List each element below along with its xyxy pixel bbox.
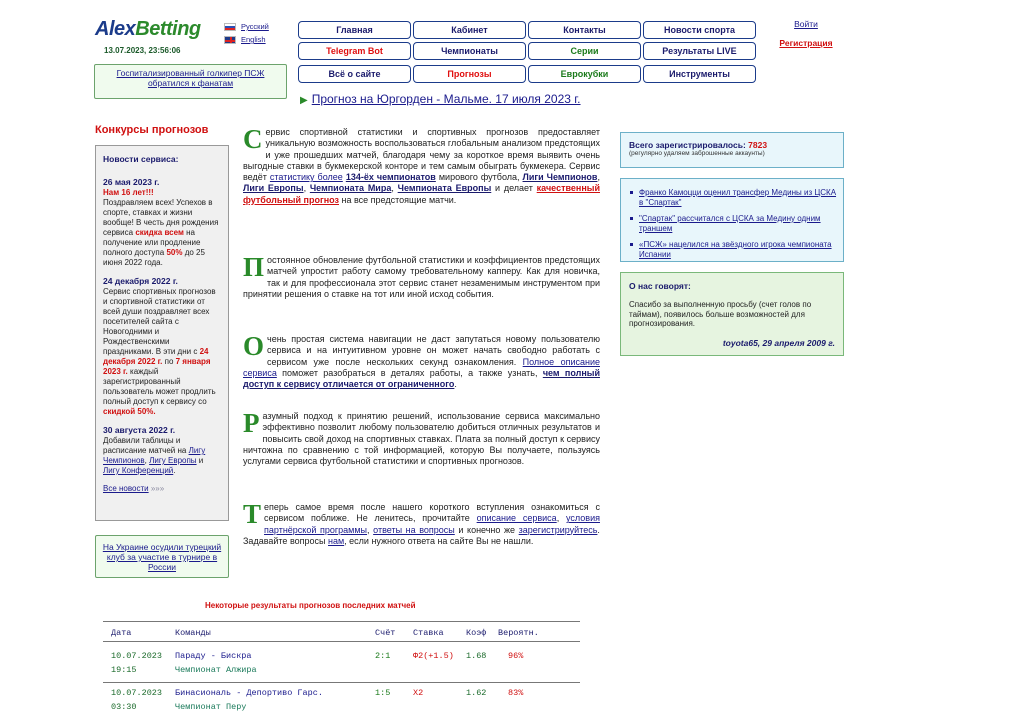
news-strong: скидкой 50%. xyxy=(103,407,156,416)
intro-paragraph-3 xyxy=(243,331,600,390)
news-text: каждый зарегистрированный пользователь может продлить полный доступ к сервису со xyxy=(103,367,216,406)
registered-label: Всего зарегистрировалось: xyxy=(629,140,746,150)
nav-home[interactable]: Главная xyxy=(298,21,411,39)
news-text: до 25 июня 2022 года. xyxy=(103,248,205,267)
result-coef: 1.68 xyxy=(466,651,487,661)
champions-league-main-link[interactable]: Лиги Чемпионов xyxy=(522,172,598,183)
col-bet: Ставка xyxy=(413,628,444,638)
nav-telegram-bot[interactable]: Telegram Bot xyxy=(298,42,411,60)
results-divider xyxy=(103,621,580,622)
nav-live-results[interactable]: Результаты LIVE xyxy=(643,42,756,60)
paragraph-text: . Задавайте вопросы xyxy=(243,524,600,546)
register-link[interactable]: Регистрация xyxy=(779,38,833,48)
site-logo[interactable] xyxy=(95,18,201,41)
news-text: Поздравляем всех! Успехов в спорте, ставках и жизни вообще! В честь дня рождения сервиса xyxy=(103,198,219,237)
language-ru-label[interactable]: Русский xyxy=(241,22,269,31)
result-time: 03:30 xyxy=(111,702,137,712)
paragraph-text: мирового футбола, xyxy=(438,172,520,183)
registered-note: (регулярно удаляем заброшенные аккаунты) xyxy=(629,150,765,157)
news-text: и xyxy=(198,456,204,465)
contact-us-link[interactable]: нам xyxy=(328,535,345,546)
faq-link[interactable]: ответы на вопросы xyxy=(373,524,455,535)
paragraph-text: еперь самое время после нашего короткого вступления ознакомиться с сервисом поближе. Не ленитесь, прочитайте xyxy=(264,502,600,524)
register-inline-link[interactable]: зарегистрируйтесь xyxy=(518,524,598,535)
news-text: . xyxy=(173,466,176,475)
news-item xyxy=(103,276,221,417)
sport-news-list xyxy=(627,188,837,259)
nav-series[interactable]: Серии xyxy=(528,42,641,60)
full-access-difference-link[interactable]: чем полный доступ к сервису отличается от ограниченного xyxy=(243,367,600,390)
nav-championships[interactable]: Чемпионаты xyxy=(413,42,526,60)
uk-flag-icon xyxy=(224,36,236,44)
all-news-link[interactable]: Все новости xyxy=(103,484,149,493)
result-prob: 83% xyxy=(508,688,524,698)
headline-prediction[interactable] xyxy=(300,92,581,106)
paragraph-text: азумный подход к принятию решений, использование сервиса максимально эффективно позволит любому пользователю добиться отличных результатов и повысить свой доход на спортивных ставках. Плата за полный доступ к сервису ничтожна по сравнению с той информацией, которую Вы получаете, пользуясь услугами сервиса футбольной статистики и спортивных прогнозов. xyxy=(243,411,600,467)
paragraph-text: чень простая система навигации не даст запутаться новому пользователю сервиса и на интуитивном уровне он может начать свободно работать с сервисом уже после нескольких секунд ознакомления. xyxy=(267,334,600,367)
result-coef: 1.62 xyxy=(466,688,487,698)
logo-text-part2: Betting xyxy=(135,18,201,40)
intro-paragraph-2 xyxy=(243,252,600,300)
europa-league-main-link[interactable]: Лиги Европы xyxy=(243,183,304,194)
all-news-row xyxy=(103,484,221,494)
contests-title[interactable]: Конкурсы прогнозов xyxy=(95,124,209,136)
col-prob: Вероятн. xyxy=(498,628,539,638)
headline-link[interactable]: Прогноз на Юргорден - Мальме. 17 июля 2023 г. xyxy=(311,92,581,106)
news-text: Сервис спортивных прогнозов и спортивной статистики от всей души поздравляет всех посетителей сайта с Новогодними и Рождественскими праздниками. В эти дни с xyxy=(103,287,216,356)
nav-tools[interactable]: Инструменты xyxy=(643,65,756,83)
paragraph-text: ервис спортивной статистики и спортивных прогнозов предоставляет уникальную возможность воспользоваться глобальным анализом предстоящих и уже прошедших матчей, благодаря чему за короткое время выявить очень выгодные ставки в букмекерской конторе и тем самым обыграть букмекера. Сервис ведёт xyxy=(243,127,600,183)
news-date-highlight: 7 января 2023 г. xyxy=(103,357,211,376)
language-ru[interactable] xyxy=(224,22,269,31)
service-description-link[interactable]: описание сервиса xyxy=(476,513,557,524)
list-item[interactable] xyxy=(627,240,837,259)
result-championship[interactable]: Чемпионат Алжира xyxy=(175,665,257,675)
col-teams: Команды xyxy=(175,628,211,638)
results-divider xyxy=(103,641,580,642)
service-news-box xyxy=(95,145,229,521)
partner-program-link[interactable]: условия партнёрской программы xyxy=(264,513,600,535)
paragraph-text: на все предстоящие матчи. xyxy=(341,194,457,205)
statistics-link[interactable]: статистику более xyxy=(269,172,343,183)
champions-league-link[interactable]: Лигу Чемпионов xyxy=(103,446,206,465)
paragraph-text: поможет разобраться в деталях работы, а также узнать, xyxy=(282,367,538,378)
service-news-title: Новости сервиса: xyxy=(103,154,179,164)
list-item[interactable] xyxy=(627,188,837,207)
nav-cabinet[interactable]: Кабинет xyxy=(413,21,526,39)
sport-news-box xyxy=(620,178,844,262)
euro-championship-link[interactable]: Чемпионата Европы xyxy=(397,183,492,194)
result-date: 10.07.2023 xyxy=(111,688,163,698)
list-item[interactable] xyxy=(627,214,837,233)
testimonial-text: Спасибо за выполненную просьбу (счет голов по таймам), появилось больше возможностей для прогнозирования. xyxy=(629,300,812,328)
paragraph-text: остоянное обновление футбольной статистики и коэффициентов предстоящих матчей упростит работу самому требовательному капперу. Как для новичка, так и для профессионала этот сервис станет незаменимым инструментом при принятии решения о ставке на тот или иной исход события. xyxy=(243,255,600,299)
paragraph-text: и конечно же xyxy=(458,524,516,535)
sport-news-link[interactable]: Франко Камоцци оценил трансфер Медины из ЦСКА в "Спартак" xyxy=(639,188,837,207)
result-time: 19:15 xyxy=(111,665,137,675)
language-en-label[interactable]: English xyxy=(241,35,266,44)
paragraph-text: , xyxy=(303,183,307,194)
news-date: 30 августа 2022 г. xyxy=(103,425,176,435)
registered-users-line xyxy=(629,140,835,150)
all-news-arrows: »»» xyxy=(150,484,165,493)
language-en[interactable] xyxy=(224,35,266,44)
paragraph-text: , xyxy=(597,172,600,183)
sport-news-link[interactable]: «ПСЖ» нацелился на звёздного игрока чемпионата Испании xyxy=(639,240,832,259)
nav-sport-news[interactable]: Новости спорта xyxy=(643,21,756,39)
sport-news-link[interactable]: "Спартак" рассчитался с ЦСКА за Медину одним траншем xyxy=(639,214,821,233)
conference-league-link[interactable]: Лигу Конференций xyxy=(103,466,174,475)
news-item xyxy=(103,177,221,268)
news-percent: 50% xyxy=(166,248,183,257)
result-score: 2:1 xyxy=(375,651,391,661)
drop-cap: Р xyxy=(243,408,260,438)
news-date: 24 декабря 2022 г. xyxy=(103,276,178,286)
result-score: 1:5 xyxy=(375,688,391,698)
promo-news-bottom-link[interactable]: На Украине осудили турецкий клуб за участие в турнире в России xyxy=(102,542,222,572)
result-bet: Х2 xyxy=(413,688,424,698)
registered-count: 7823 xyxy=(748,140,768,150)
result-championship[interactable]: Чемпионат Перу xyxy=(175,702,247,712)
intro-paragraph-5 xyxy=(243,499,600,547)
drop-cap: Т xyxy=(243,499,262,529)
news-highlight: Нам 16 лет!!! xyxy=(103,188,154,197)
paragraph-text: , xyxy=(367,524,370,535)
news-item xyxy=(103,425,221,476)
news-date-highlight: 24 декабря 2022 г. xyxy=(103,347,209,366)
promo-news-top[interactable] xyxy=(94,64,287,99)
testimonial-author: toyota65, 29 апреля 2009 г. xyxy=(722,337,835,348)
current-datetime: 13.07.2023, 23:56:06 xyxy=(104,46,181,55)
nav-contacts[interactable]: Контакты xyxy=(528,21,641,39)
paragraph-text: , если нужного ответа на сайте Вы не нашли. xyxy=(344,535,534,546)
news-text: , xyxy=(144,456,147,465)
news-text: по xyxy=(164,357,174,366)
logo-text-part1: Alex xyxy=(95,18,136,40)
result-date: 10.07.2023 xyxy=(111,651,163,661)
nav-predictions[interactable]: Прогнозы xyxy=(413,65,526,83)
nav-about-site[interactable]: Всё о сайте xyxy=(298,65,411,83)
promo-news-top-link[interactable]: Госпитализированный голкипер ПСЖ обратился к фанатам xyxy=(116,68,265,88)
paragraph-text: , xyxy=(556,513,560,524)
col-coef: Коэф xyxy=(466,628,487,638)
col-date: Дата xyxy=(111,628,132,638)
result-prob: 96% xyxy=(508,651,524,661)
result-bet: Ф2(+1.5) xyxy=(413,651,454,661)
quality-prediction-link[interactable]: качественный футбольный прогноз xyxy=(243,183,600,205)
europa-league-link[interactable]: Лигу Европы xyxy=(149,456,197,465)
play-arrow-icon: ▶ xyxy=(300,95,308,106)
news-text: Добавили таблицы и расписание матчей на xyxy=(103,436,187,455)
testimonials-box xyxy=(620,272,844,356)
news-strong: скидка всем xyxy=(135,228,184,237)
news-date: 26 мая 2023 г. xyxy=(103,177,160,187)
drop-cap: П xyxy=(243,252,265,282)
drop-cap: С xyxy=(243,124,263,154)
paragraph-text: и делает xyxy=(495,183,533,194)
col-score: Счёт xyxy=(375,628,396,638)
results-title: Некоторые результаты прогнозов последних матчей xyxy=(205,601,416,610)
championships-count-link[interactable]: 134-ёх чемпионатов xyxy=(345,172,436,183)
result-teams[interactable]: Бинасиональ - Депортиво Гарс. xyxy=(175,688,323,698)
intro-paragraph-4 xyxy=(243,408,600,467)
intro-paragraph-1 xyxy=(243,124,600,206)
results-divider xyxy=(103,682,580,683)
news-text: на получение или продление полного доступа xyxy=(103,228,201,257)
paragraph-text: . xyxy=(454,379,457,390)
nav-eurocups[interactable]: Еврокубки xyxy=(528,65,641,83)
full-description-link[interactable]: Полное описание сервиса xyxy=(243,356,600,378)
testimonials-title: О нас говорят: xyxy=(629,281,691,291)
world-cup-link[interactable]: Чемпионата Мира xyxy=(309,183,392,194)
paragraph-text: , xyxy=(391,183,394,194)
login-link[interactable]: Войти xyxy=(794,19,818,29)
drop-cap: О xyxy=(243,331,265,361)
russia-flag-icon xyxy=(224,23,236,31)
registered-users-box xyxy=(620,132,844,168)
promo-news-bottom[interactable] xyxy=(95,535,229,578)
result-teams[interactable]: Параду - Бискра xyxy=(175,651,252,661)
